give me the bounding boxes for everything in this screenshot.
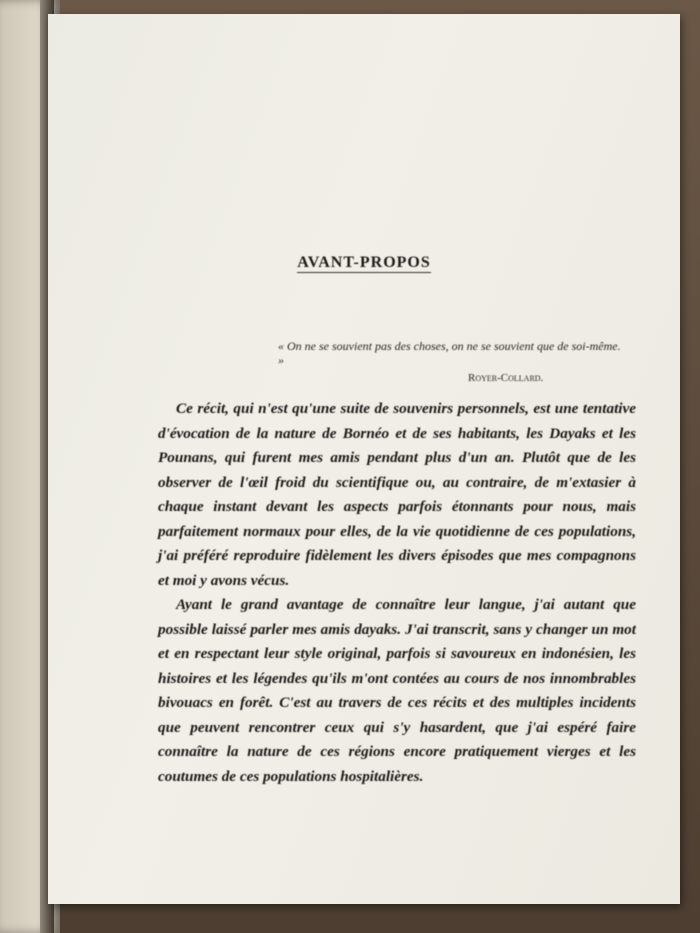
epigraph-author: Royer-Collard. bbox=[468, 372, 544, 384]
show-through-text bbox=[153, 182, 653, 206]
body-text bbox=[158, 397, 636, 789]
paragraph-2: Ayant le grand avantage de connaître leur langue, j'ai autant que possible laissé parler mes amis dayaks. J'ai transcrit, sans y changer un mot et en respectant leur style original, parfois si savoureux en indonésien, les histoires et les légendes qu'ils m'ont contées au cours de nos innombrables bivouacs en forêt. C'est au travers de ces récits et des multiples incidents que peuvent rencontrer ceux qui s'y hasardent, que j'ai espéré faire connaître la nature de ces régions encore pratiquement vierges et les coutumes de ces populations hospitalières. bbox=[158, 596, 636, 785]
epigraph-quote: « On ne se souvient pas des choses, on ne se souvient que de soi-même. » bbox=[278, 339, 621, 367]
book-page bbox=[48, 14, 680, 904]
paragraph-1: Ce récit, qui n'est qu'une suite de souvenirs personnels, est une tentative d'évocation de la nature de Bornéo et de ses habitants, les Dayaks et les Pounans, qui furent mes amis pendant plus d'un an. Plutôt que de les observer de l'œil froid du scientifique ou, au contraire, de m'extasier à chaque instant devant les aspects parfois étonnants pour nous, mais parfaitement normaux pour elles, de la vie quotidienne de ces populations, j'ai préféré reproduire fidèlement les divers épisodes que mes compagnons et moi y avons vécus. bbox=[158, 400, 636, 589]
page-title bbox=[48, 254, 680, 272]
page-title-text: AVANT-PROPOS bbox=[297, 254, 431, 271]
